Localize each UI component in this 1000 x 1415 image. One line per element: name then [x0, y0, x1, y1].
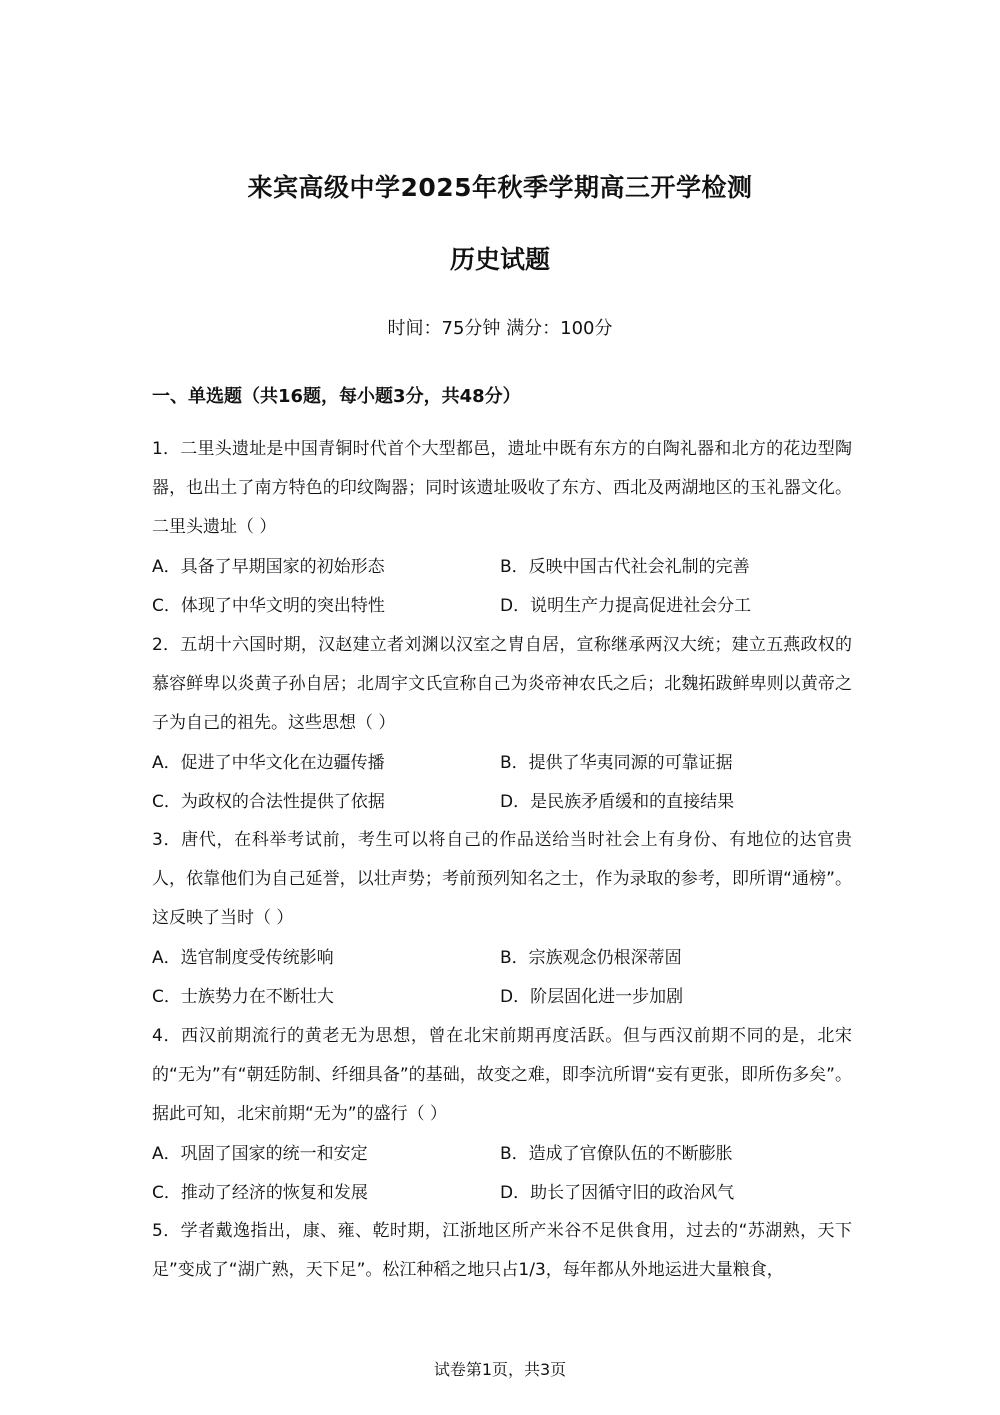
question-4-stem: 4．西汉前期流行的黄老无为思想，曾在北宋前期再度活跃。但与西汉前期不同的是，北宋的“无为”有“朝廷防制、纤细具备”的基础，故变之难，即李沆所谓“妄有更张，即所伤多矣”。据此可知，北宋前期“无为”的盛行（ ） [152, 1026, 852, 1124]
question-4-option-c[interactable]: C．推动了经济的恢复和发展 [152, 1183, 368, 1203]
question-4-option-a[interactable]: A．巩固了国家的统一和安定 [152, 1144, 368, 1164]
exam-title: 来宾高级中学2025年秋季学期高三开学检测 [247, 173, 753, 202]
question-1-option-b[interactable]: B．反映中国古代社会礼制的完善 [500, 557, 750, 577]
page-footer: 试卷第1页，共3页 [433, 1360, 567, 1379]
question-4-option-d[interactable]: D．助长了因循守旧的政治风气 [500, 1183, 735, 1203]
question-1-option-c[interactable]: C．体现了中华文明的突出特性 [152, 596, 385, 616]
question-2-option-a[interactable]: A．促进了中华文化在边疆传播 [152, 753, 385, 773]
question-3-option-b[interactable]: B．宗族观念仍根深蒂固 [500, 948, 682, 968]
exam-subtitle: 历史试题 [449, 245, 550, 274]
question-5-stem: 5．学者戴逸指出，康、雍、乾时期，江浙地区所产米谷不足供食用，过去的“苏湖熟，天下足”变成了“湖广熟，天下足”。松江种稻之地只占1/3，每年都从外地运进大量粮食， [152, 1221, 852, 1280]
question-4-option-b[interactable]: B．造成了官僚队伍的不断膨胀 [500, 1144, 733, 1164]
question-3-option-a[interactable]: A．选官制度受传统影响 [152, 948, 334, 968]
question-1-stem: 1．二里头遗址是中国青铜时代首个大型都邑，遗址中既有东方的白陶礼器和北方的花边型陶器，也出土了南方特色的印纹陶器；同时该遗址吸收了东方、西北及两湖地区的玉礼器文化。二里头遗址（ ） [152, 439, 852, 537]
question-2-option-d[interactable]: D．是民族矛盾缓和的直接结果 [500, 792, 735, 812]
question-1-option-d[interactable]: D．说明生产力提高促进社会分工 [500, 596, 752, 616]
section-heading: 一、单选题（共16题，每小题3分，共48分） [152, 386, 521, 407]
question-3-option-c[interactable]: C．士族势力在不断壮大 [152, 987, 334, 1007]
question-3-stem: 3．唐代，在科举考试前，考生可以将自己的作品送给当时社会上有身份、有地位的达官贵人，依靠他们为自己延誉，以壮声势；考前预列知名之士，作为录取的参考，即所谓“通榜”。这反映了当时（ ） [152, 830, 852, 928]
question-1-option-a[interactable]: A．具备了早期国家的初始形态 [152, 557, 385, 577]
question-2-stem: 2．五胡十六国时期，汉赵建立者刘渊以汉室之胄自居，宣称继承两汉大统；建立五燕政权的慕容鲜卑以炎黄子孙自居；北周宇文氏宣称自己为炎帝神农氏之后；北魏拓跋鲜卑则以黄帝之子为自己的祖先。这些思想（ ） [152, 635, 852, 733]
exam-time-score: 时间：75分钟 满分：100分 [387, 318, 613, 339]
question-2-option-c[interactable]: C．为政权的合法性提供了依据 [152, 792, 385, 812]
question-2-option-b[interactable]: B．提供了华夷同源的可靠证据 [500, 753, 733, 773]
question-3-option-d[interactable]: D．阶层固化进一步加剧 [500, 987, 684, 1007]
